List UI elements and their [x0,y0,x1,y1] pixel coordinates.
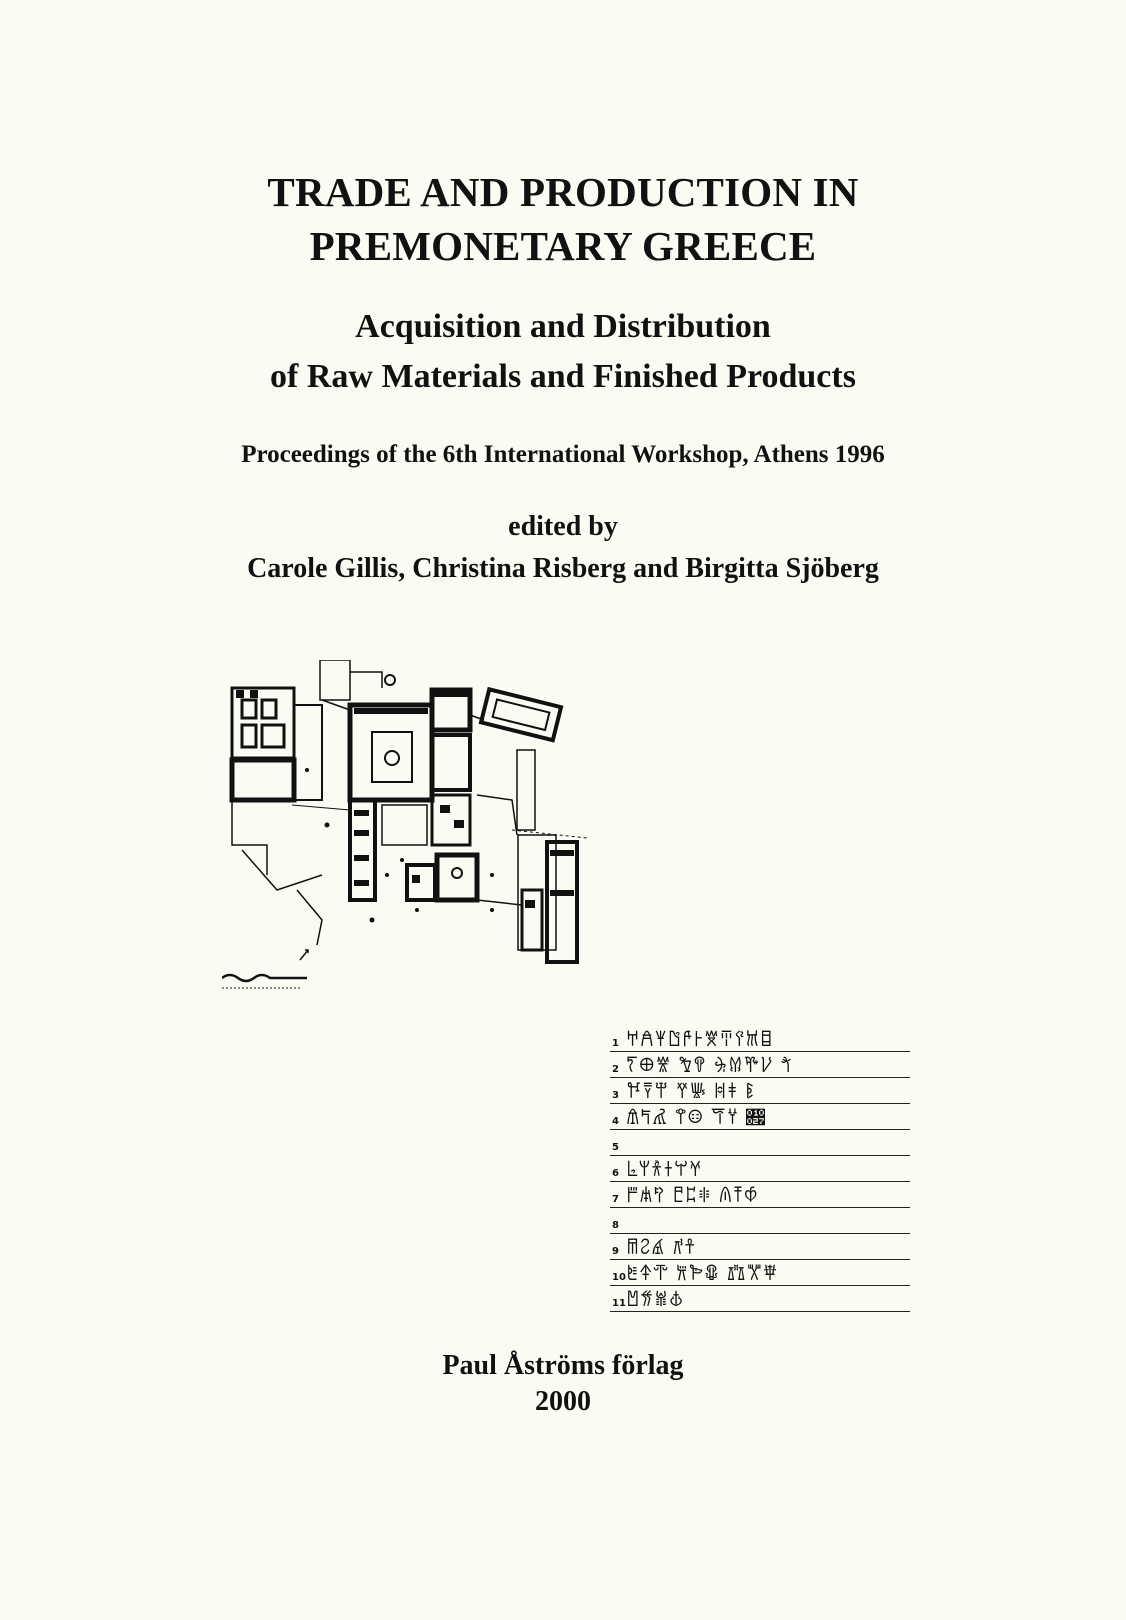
tablet-line-number: 3 [612,1090,619,1101]
architectural-plan-icon [222,660,612,1018]
tablet-line: 11 𐁇𐁈𐁉𐁊 [610,1285,910,1312]
tablet-line-number: 11 [612,1298,626,1309]
tablet-line: 1 𐀀𐀁𐀂𐀃𐀄𐀅𐀆𐀇𐀈𐀉𐀊 [610,1025,910,1052]
subtitle-line-2: of Raw Materials and Finished Products [270,358,856,395]
publisher-name: Paul Åströms förlag [442,1350,684,1381]
title-line-1: TRADE AND PRODUCTION IN [267,169,859,215]
tablet-line-number: 9 [612,1246,619,1257]
tablet-line: 4 𐀠𐀡𐀢 𐀣𐀤 𐀥𐀦 𐀧 [610,1103,910,1130]
tablet-line-number: 8 [612,1220,619,1231]
tablet-line: 3 𐀘𐀙𐀚 𐀛𐀜 𐀝𐀞 𐀟 [610,1077,910,1104]
tablet-line-number: 2 [612,1064,619,1075]
editors-names: Carole Gillis, Christina Risberg and Birgitta Sjöberg [247,553,879,584]
tablet-line [610,1207,910,1234]
tablet-line-number: 10 [612,1272,626,1283]
tablet-line-number: 1 [612,1038,619,1049]
tablet-line: 9 𐀷𐀸𐀹 𐀺𐀼 [610,1233,910,1260]
tablet-line: 7 𐀮𐀯𐀰 𐀱𐀲𐀳 𐀴𐀵𐀶 [610,1181,910,1208]
tablet-line [610,1129,910,1156]
tablet-line: 10 𐀽𐀿𐁀 𐁁𐁂𐁃 𐁄𐁅𐁆 [610,1259,910,1286]
tablet-line-number: 6 [612,1168,619,1179]
tablet-line-number: 7 [612,1194,619,1205]
edited-by-label: edited by [508,511,618,542]
publication-year: 2000 [535,1386,591,1417]
proceedings-line: Proceedings of the 6th International Workshop, Athens 1996 [241,441,885,468]
linear-b-tablet-icon [610,1025,920,1320]
subtitle-line-1: Acquisition and Distribution [355,308,771,345]
tablet-line: 2 𐀍𐀏𐀐 𐀑𐀒 𐀓𐀔𐀕𐀖 𐀗 [610,1051,910,1078]
tablet-line-number: 5 [612,1142,619,1153]
tablet-line: 6 𐀨𐀩𐀪𐀫𐀬𐀭 [610,1155,910,1182]
title-line-2: PREMONETARY GREECE [309,223,817,269]
tablet-line-number: 4 [612,1116,619,1127]
